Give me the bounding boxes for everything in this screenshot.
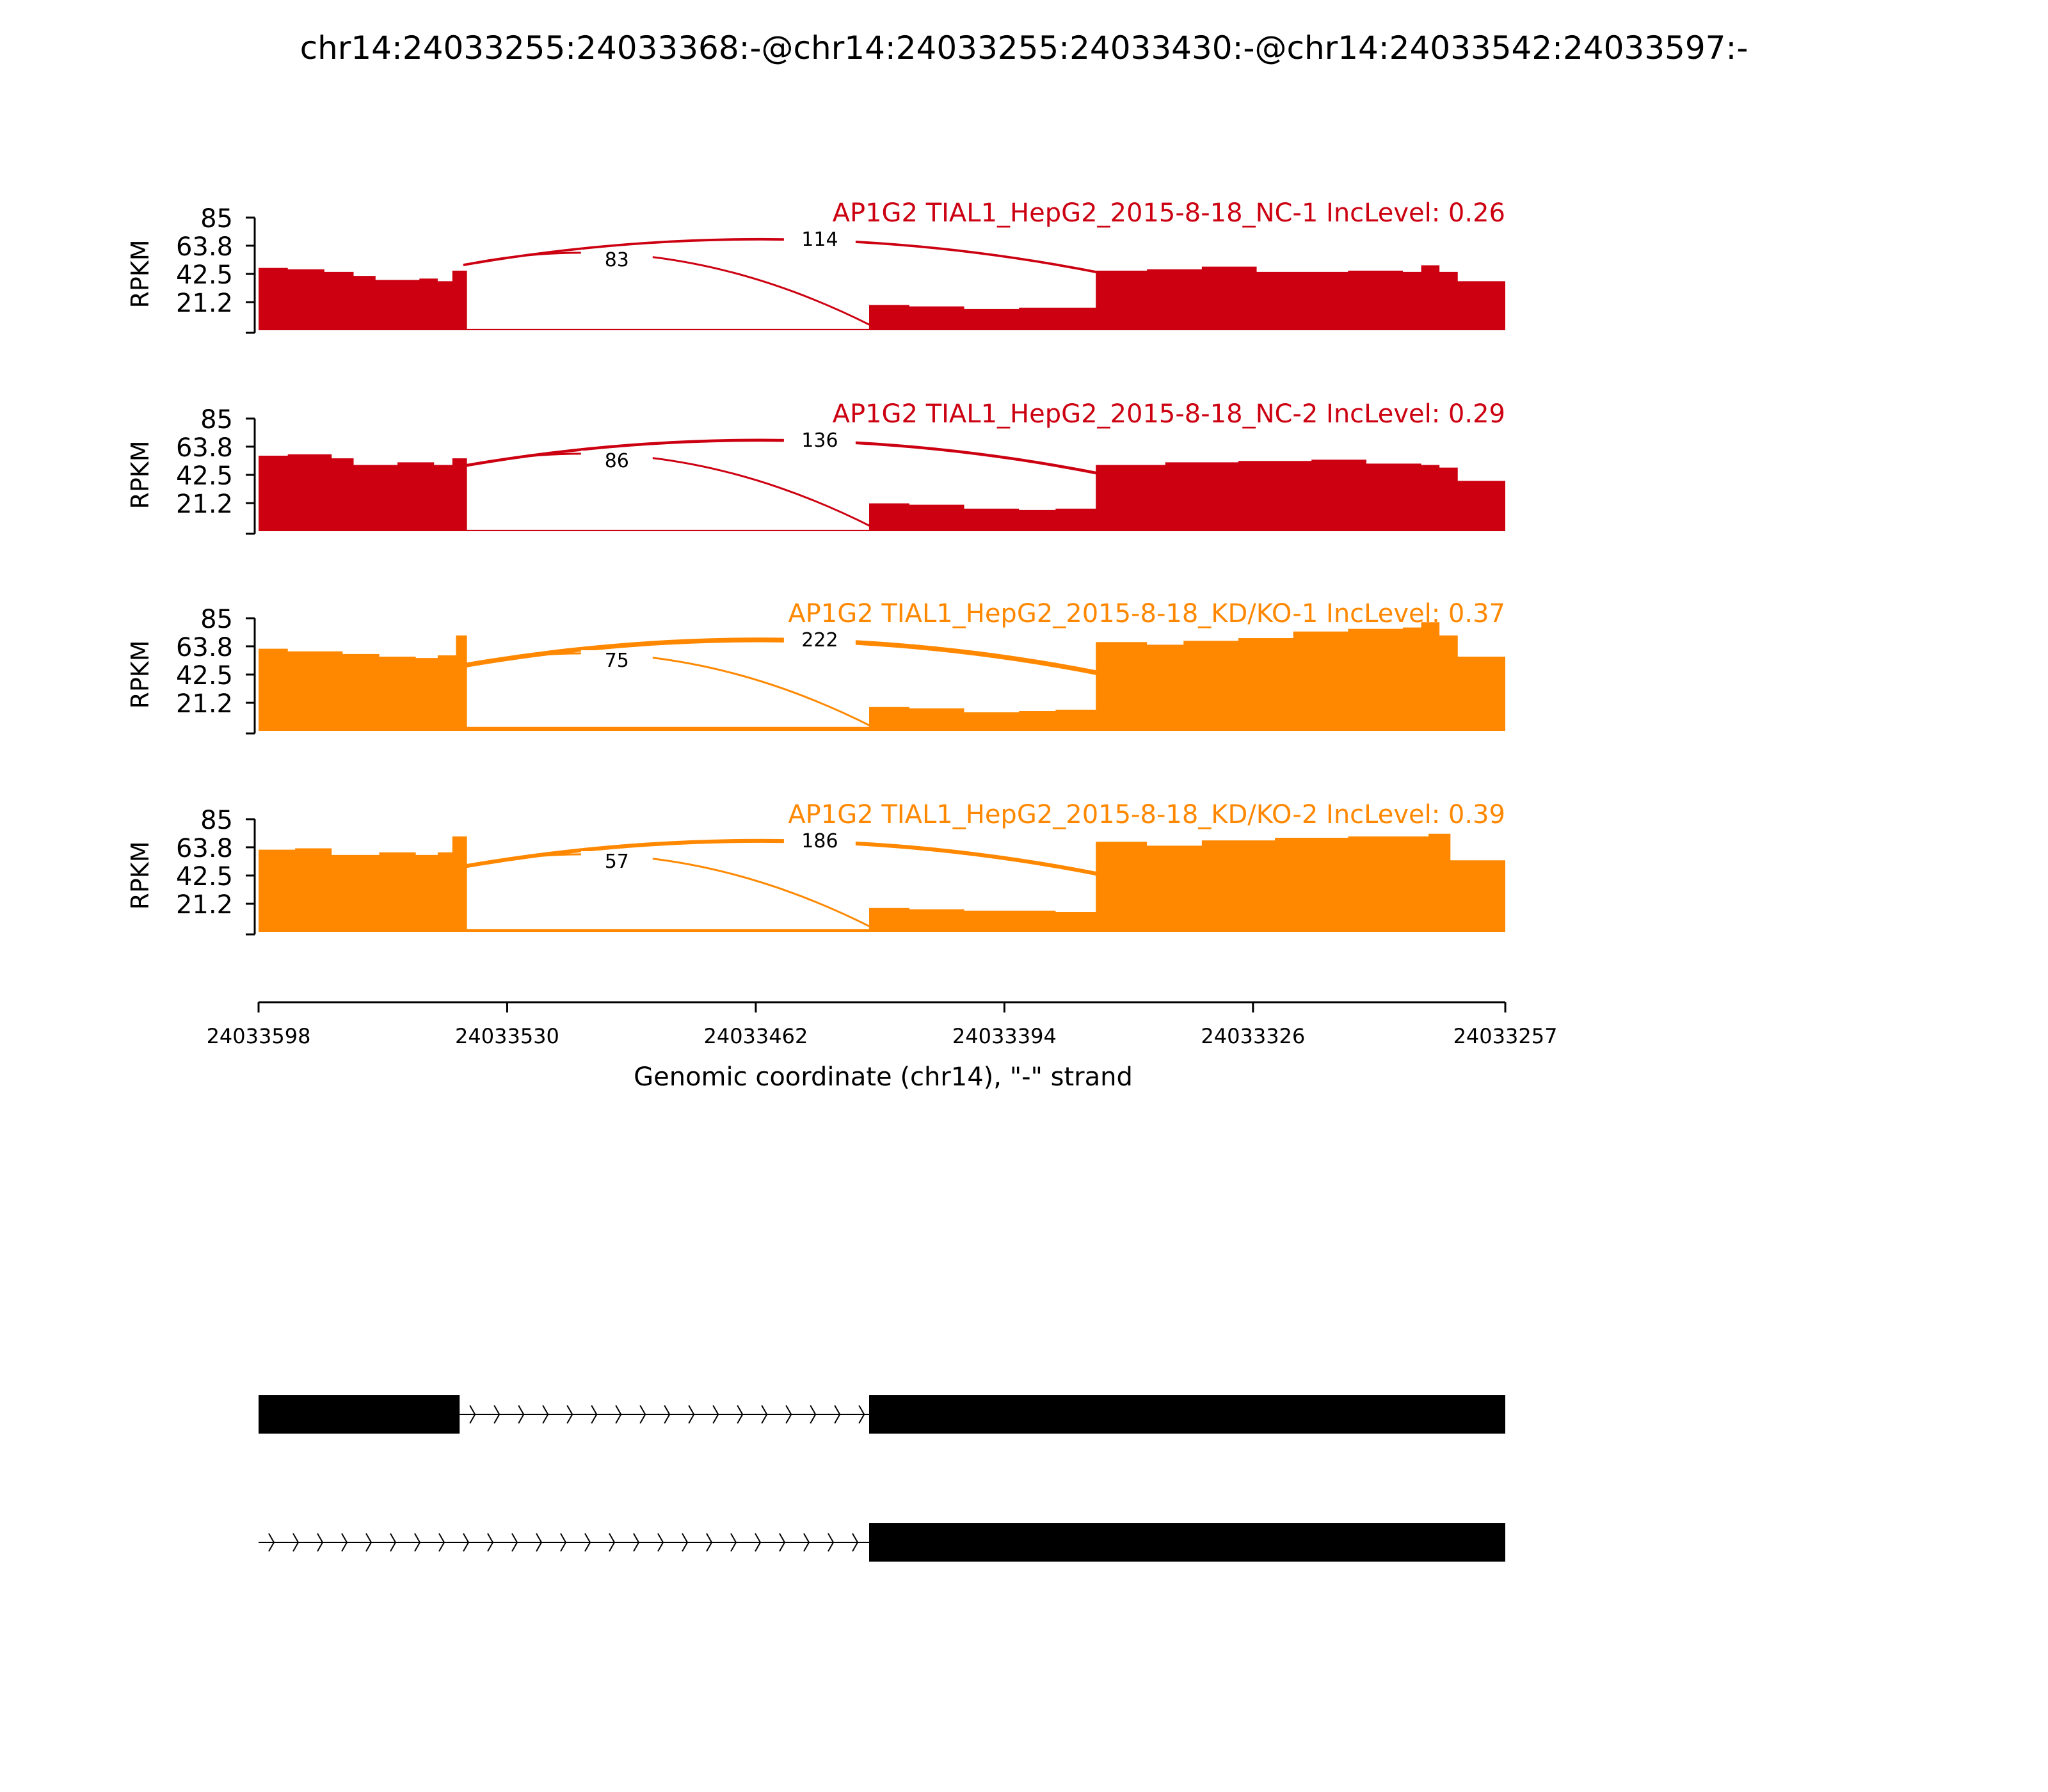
gene-model <box>259 1523 1505 1562</box>
x-tick-label: 24033394 <box>952 1024 1057 1048</box>
junction-arc <box>463 854 873 928</box>
coverage-track <box>126 198 1505 333</box>
y-axis-label: RPKM <box>126 440 154 509</box>
y-tick-label: 85 <box>200 806 233 835</box>
y-tick-label: 63.8 <box>175 833 233 863</box>
y-axis <box>126 204 255 333</box>
junction-arc <box>463 640 1100 673</box>
coverage-track <box>126 599 1505 733</box>
y-tick-label: 85 <box>200 204 233 234</box>
y-tick-label: 42.5 <box>175 461 233 491</box>
coverage-area <box>259 454 1505 531</box>
chart-title: chr14:24033255:24033368:-@chr14:24033255:24033430:-@chr14:24033542:24033597:- <box>300 29 1748 67</box>
y-tick-label: 42.5 <box>175 862 233 892</box>
junction-arc <box>463 454 873 527</box>
x-axis-label: Genomic coordinate (chr14), "-" strand <box>634 1062 1133 1092</box>
junction-arc <box>463 841 1100 874</box>
junction-count: 114 <box>801 228 838 251</box>
y-tick-label: 21.2 <box>175 490 233 520</box>
x-tick-label: 24033598 <box>206 1024 311 1048</box>
coverage-tracks <box>126 198 1505 934</box>
y-tick-label: 85 <box>200 405 233 435</box>
coverage-area <box>259 266 1505 330</box>
junction-count: 83 <box>604 249 629 271</box>
junction-count: 86 <box>604 450 629 472</box>
junction-count: 222 <box>801 629 838 652</box>
junction-count: 75 <box>604 650 629 672</box>
y-tick-label: 42.5 <box>175 260 233 290</box>
y-tick-label: 21.2 <box>175 890 233 920</box>
gene-models <box>259 1395 1505 1562</box>
track-label: AP1G2 TIAL1_HepG2_2015-8-18_NC-1 IncLevel: 0.26 <box>832 198 1505 228</box>
y-tick-label: 63.8 <box>175 632 233 662</box>
junction-arc <box>463 653 873 727</box>
junction-arc <box>463 253 873 326</box>
y-tick-label: 85 <box>200 605 233 634</box>
coverage-area <box>259 834 1505 932</box>
y-axis-label: RPKM <box>126 841 154 910</box>
exon-block <box>259 1395 460 1434</box>
coverage-area <box>259 622 1505 731</box>
y-tick-label: 42.5 <box>175 661 233 691</box>
track-label: AP1G2 TIAL1_HepG2_2015-8-18_KD/KO-1 IncLevel: 0.37 <box>788 599 1505 628</box>
x-tick-label: 24033530 <box>455 1024 559 1048</box>
junction-arc <box>463 440 1100 474</box>
y-axis <box>126 806 255 934</box>
y-tick-label: 21.2 <box>175 289 233 319</box>
y-axis <box>126 405 255 534</box>
coverage-track <box>126 399 1505 534</box>
x-tick-label: 24033462 <box>703 1024 808 1048</box>
track-label: AP1G2 TIAL1_HepG2_2015-8-18_KD/KO-2 IncLevel: 0.39 <box>788 800 1505 829</box>
junction-count: 57 <box>604 851 629 873</box>
y-axis-label: RPKM <box>126 239 154 308</box>
exon-block <box>869 1523 1505 1562</box>
x-tick-label: 24033257 <box>1453 1024 1558 1048</box>
track-label: AP1G2 TIAL1_HepG2_2015-8-18_NC-2 IncLevel: 0.29 <box>832 399 1505 429</box>
exon-block <box>869 1395 1505 1434</box>
y-tick-label: 63.8 <box>175 433 233 463</box>
junction-count: 136 <box>801 429 838 452</box>
y-tick-label: 63.8 <box>175 232 233 262</box>
y-axis <box>126 605 255 733</box>
x-tick-label: 24033326 <box>1201 1024 1306 1048</box>
x-axis <box>207 1002 1558 1048</box>
y-axis-label: RPKM <box>126 640 154 709</box>
y-tick-label: 21.2 <box>175 689 233 719</box>
junction-count: 186 <box>801 830 838 852</box>
junction-arc <box>463 239 1100 273</box>
gene-model <box>259 1395 1505 1434</box>
coverage-track <box>126 800 1505 934</box>
